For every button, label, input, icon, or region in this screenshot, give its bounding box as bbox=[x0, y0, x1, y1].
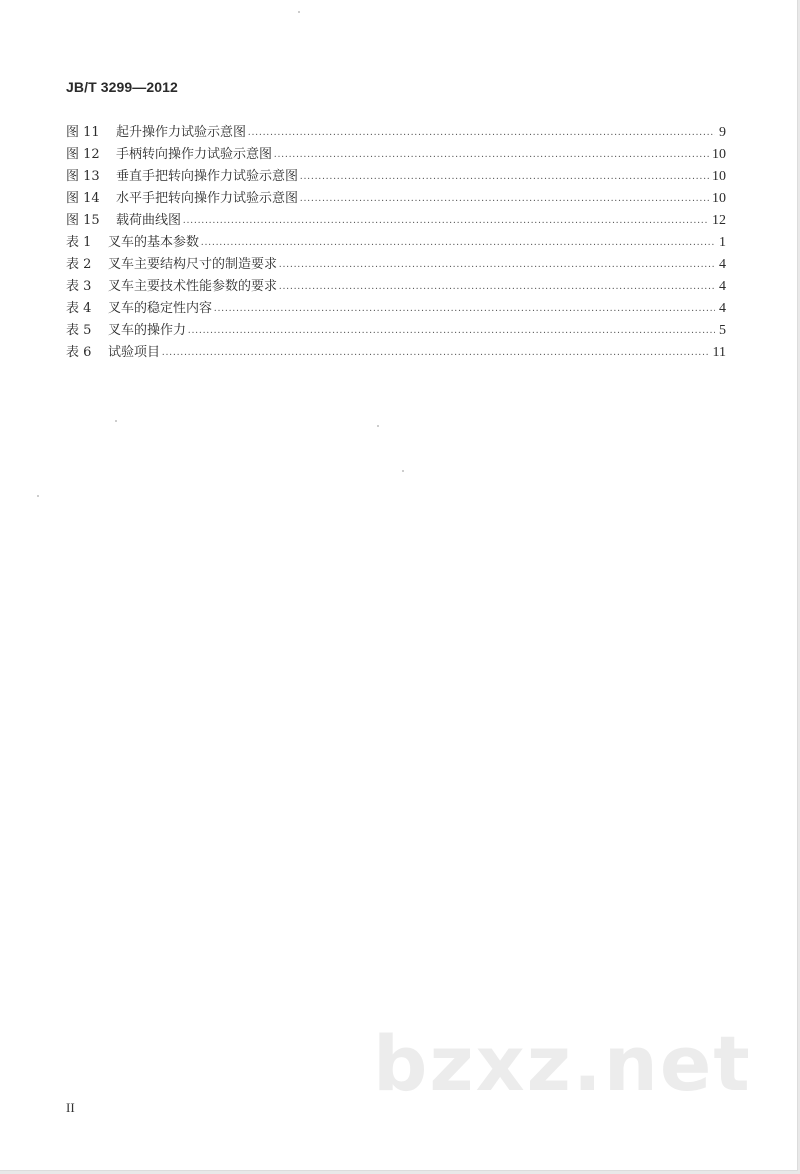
dot-leader bbox=[279, 276, 715, 298]
toc-title: 试验项目 bbox=[108, 345, 161, 360]
toc-number: 表 4 bbox=[66, 301, 92, 316]
toc-number: 表 2 bbox=[66, 257, 92, 272]
toc-title: 叉车的基本参数 bbox=[108, 235, 200, 250]
scan-speck bbox=[377, 425, 379, 427]
dot-leader bbox=[201, 232, 715, 254]
toc-number: 图 15 bbox=[66, 213, 100, 228]
toc-entry-figure-11[interactable] bbox=[66, 122, 726, 144]
toc-number: 表 1 bbox=[66, 235, 92, 250]
page-number: II bbox=[66, 1100, 75, 1115]
toc-page-number: 4 bbox=[719, 257, 726, 272]
toc-entry-table-6[interactable] bbox=[66, 342, 726, 364]
toc-entry-table-2[interactable] bbox=[66, 254, 726, 276]
toc-page-number: 10 bbox=[712, 191, 726, 206]
toc-title: 叉车的稳定性内容 bbox=[108, 301, 213, 316]
dot-leader bbox=[279, 254, 715, 276]
scan-speck bbox=[402, 470, 404, 472]
toc-entry-table-1[interactable] bbox=[66, 232, 726, 254]
scan-speck bbox=[298, 11, 300, 13]
toc-page-number: 4 bbox=[719, 279, 726, 294]
toc-entry-figure-13[interactable] bbox=[66, 166, 726, 188]
toc-entry-table-4[interactable] bbox=[66, 298, 726, 320]
toc-entry-figure-15[interactable] bbox=[66, 210, 726, 232]
toc-entry-figure-12[interactable] bbox=[66, 144, 726, 166]
toc-title: 叉车主要结构尺寸的制造要求 bbox=[108, 257, 278, 272]
watermark: bzxz.net bbox=[373, 1019, 752, 1108]
toc-page-number: 10 bbox=[712, 169, 726, 184]
toc-title: 起升操作力试验示意图 bbox=[116, 125, 247, 140]
toc-page-number: 11 bbox=[712, 345, 726, 360]
scan-speck bbox=[37, 495, 39, 497]
dot-leader bbox=[183, 210, 709, 232]
toc-number: 图 12 bbox=[66, 147, 100, 162]
toc-number: 表 5 bbox=[66, 323, 92, 338]
dot-leader bbox=[274, 144, 709, 166]
dot-leader bbox=[188, 320, 715, 342]
toc-title: 手柄转向操作力试验示意图 bbox=[116, 147, 273, 162]
toc-page-number: 9 bbox=[719, 125, 726, 140]
toc-title: 载荷曲线图 bbox=[116, 213, 182, 228]
dot-leader bbox=[162, 342, 710, 364]
dot-leader bbox=[300, 166, 709, 188]
toc-number: 表 3 bbox=[66, 279, 92, 294]
toc-number: 表 6 bbox=[66, 345, 92, 360]
toc-number: 图 11 bbox=[66, 125, 100, 140]
toc-number: 图 13 bbox=[66, 169, 100, 184]
table-of-contents bbox=[66, 122, 726, 364]
toc-title: 叉车主要技术性能参数的要求 bbox=[108, 279, 278, 294]
toc-page-number: 1 bbox=[719, 235, 726, 250]
toc-entry-table-5[interactable] bbox=[66, 320, 726, 342]
dot-leader bbox=[214, 298, 715, 320]
toc-number: 图 14 bbox=[66, 191, 100, 206]
dot-leader bbox=[248, 122, 715, 144]
toc-entry-table-3[interactable] bbox=[66, 276, 726, 298]
toc-title: 叉车的操作力 bbox=[108, 323, 187, 338]
standard-code: JB/T 3299—2012 bbox=[66, 79, 178, 95]
toc-page-number: 10 bbox=[712, 147, 726, 162]
dot-leader bbox=[300, 188, 709, 210]
toc-page-number: 5 bbox=[719, 323, 726, 338]
toc-entry-figure-14[interactable] bbox=[66, 188, 726, 210]
toc-page-number: 4 bbox=[719, 301, 726, 316]
scan-speck bbox=[115, 420, 117, 422]
toc-page-number: 12 bbox=[712, 213, 726, 228]
toc-title: 水平手把转向操作力试验示意图 bbox=[116, 191, 299, 206]
toc-title: 垂直手把转向操作力试验示意图 bbox=[116, 169, 299, 184]
